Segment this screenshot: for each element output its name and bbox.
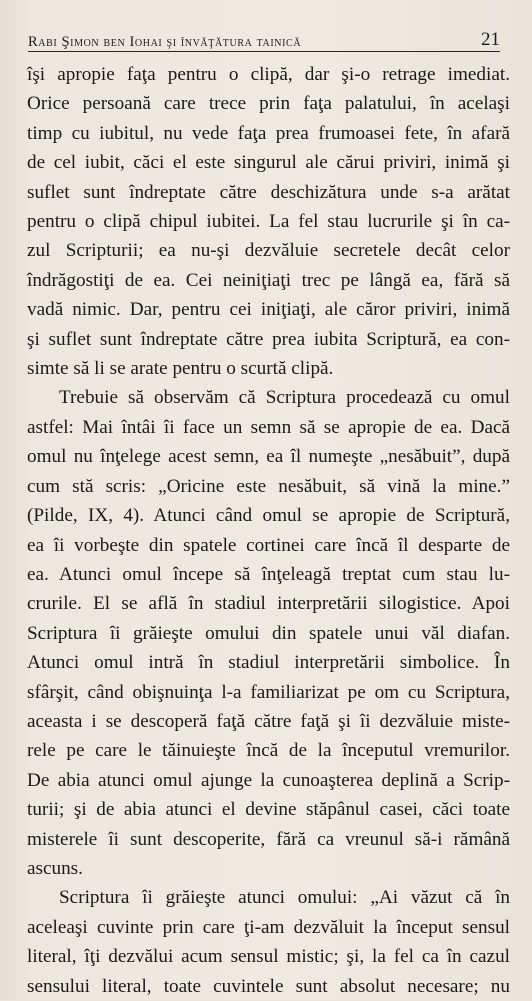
text-line: suflet sunt îndreptate către deschizătura unde s-a arătat (27, 181, 510, 203)
text-line: literal, îţi dezvălui acum sensul mistic; şi, la fel ca în cazul (27, 946, 510, 968)
body-text (27, 60, 510, 1001)
text-line: aceasta i se descoperă faţă către faţă şi îi dezvăluie miste- (27, 710, 510, 732)
text-line: astfel: Mai întâi îi face un semn să se apropie de ea. Dacă (27, 416, 510, 438)
text-line: Orice persoană care trece prin faţa palatului, în acelaşi (27, 93, 510, 115)
text-line: Atunci omul intră în stadiul interpretării simbolice. În (27, 652, 510, 674)
text-line: crurile. El se află în stadiul interpretării silogistice. Apoi (27, 593, 510, 615)
text-line: îndrăgostiţi de ea. Cei neiniţiaţi trec pe lângă ea, fără să (27, 269, 510, 291)
text-line: vadă nimic. Dar, pentru cei iniţiaţi, ale căror priviri, inimă (27, 299, 510, 321)
text-line: sfârşit, când obişnuinţa l-a familiarizat pe om cu Scriptura, (27, 681, 510, 703)
text-line: rele pe care le tăinuieşte încă de la începutul vremurilor. (27, 740, 510, 762)
text-line: omul nu înţelege acest semn, ea îl numeşte „nesăbuit”, după (27, 446, 510, 468)
text-line: (Pilde, IX, 4). Atunci când omul se apropie de Scriptură, (27, 505, 510, 527)
page-number: 21 (481, 29, 500, 50)
text-line: zul Scripturii; ea nu-şi dezvăluie secretele decât celor (27, 240, 510, 262)
text-line: pentru o clipă chipul iubitei. La fel stau lucrurile şi în ca- (27, 211, 510, 233)
text-line: turii; şi de abia atunci el devine stăpânul casei, căci toate (27, 799, 510, 821)
text-line: Trebuie să observăm că Scriptura procedează cu omul (59, 387, 510, 409)
text-line: cum stă scris: „Oricine este nesăbuit, să vină la mine.” (27, 475, 510, 497)
text-line: Scriptura îi grăieşte omului din spatele unui văl diafan. (27, 622, 510, 644)
text-line: misterele îi sunt descoperite, fără ca vreunul să-i rămână (27, 828, 510, 850)
text-line: îşi apropie faţa pentru o clipă, dar şi-o retrage imediat. (27, 64, 510, 85)
text-line: De abia atunci omul ajunge la cunoaşterea deplină a Scrip- (27, 769, 510, 791)
paragraph (27, 60, 510, 383)
running-head (28, 28, 500, 52)
text-line: ea. Atunci omul începe să înţeleagă treptat cum stau lu- (27, 563, 510, 585)
paragraph (27, 883, 510, 1001)
text-line: Scriptura îi grăieşte atunci omului: „Ai văzut că în (59, 887, 510, 909)
text-line: ea îi vorbeşte din spatele cortinei care încă îl desparte de (27, 534, 510, 556)
paragraph (27, 383, 510, 883)
text-line: ascuns. (27, 857, 83, 879)
text-line: simte să li se arate pentru o scurtă clipă. (27, 358, 334, 380)
text-line: timp cu iubitul, nu vede faţa prea frumoasei fete, în afară (27, 122, 510, 144)
text-line: de cel iubit, căci el este singurul ale cărui priviri, inimă şi (27, 152, 510, 174)
running-title: Rabi Şimon ben Iohai şi învăţătura tainică (28, 33, 302, 50)
text-line: aceleaşi cuvinte prin care ţi-am dezvăluit la început sensul (27, 916, 510, 938)
text-line: şi suflet sunt îndreptate către prea iubita Scriptură, ea con- (27, 328, 510, 350)
text-line: sensului literal, toate cuvintele sunt absolut necesare; nu (27, 975, 510, 997)
